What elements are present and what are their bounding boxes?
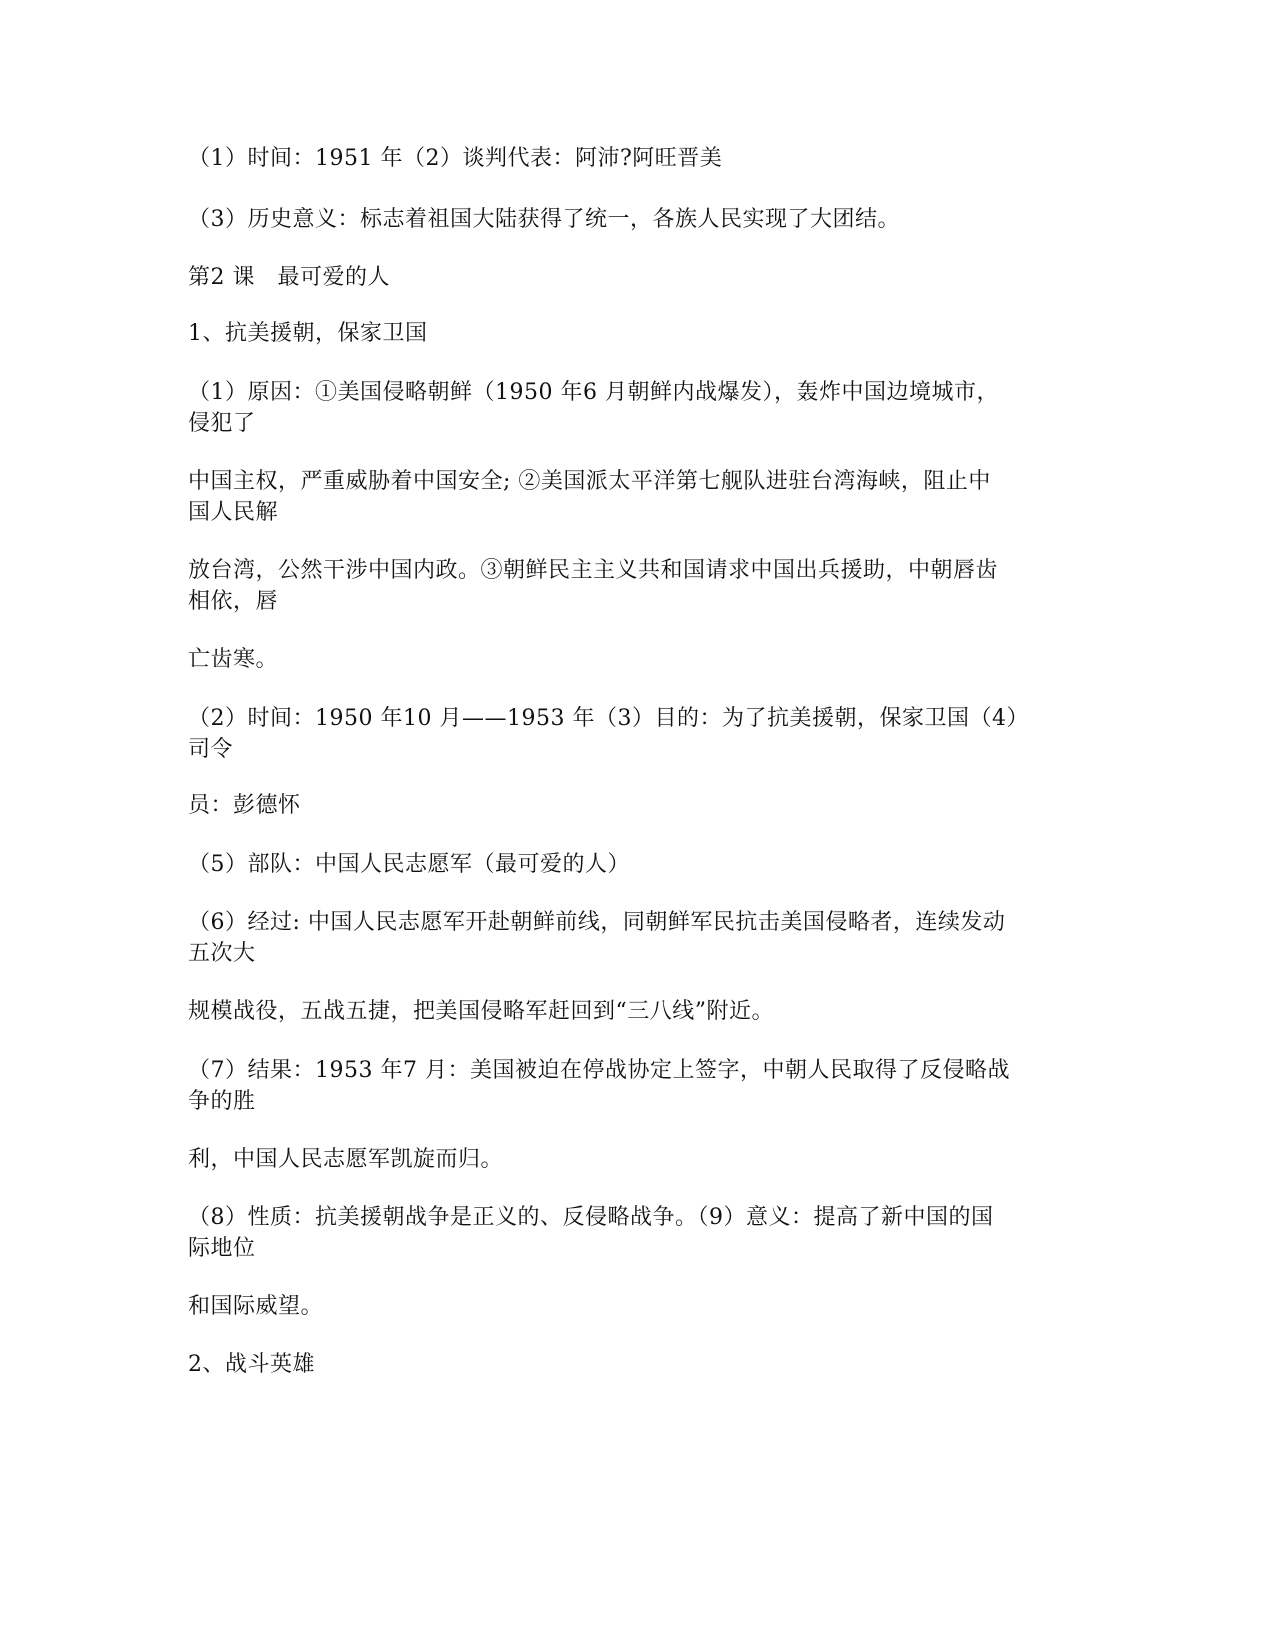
- text-line: （8）性质：抗美援朝战争是正义的、反侵略战争。（9）意义：提高了新中国的国: [188, 1205, 994, 1230]
- text-line: 相依，唇: [188, 589, 279, 614]
- text-line: 员：彭德怀: [188, 793, 301, 818]
- text-line: 亡齿寒。: [188, 647, 279, 672]
- text-line: （3）历史意义：标志着祖国大陆获得了统一，各族人民实现了大团结。: [188, 207, 900, 232]
- section-heading: 1、抗美援朝，保家卫国: [188, 321, 428, 346]
- text-line: 际地位: [188, 1236, 256, 1261]
- text-line: 和国际威望。: [188, 1294, 324, 1319]
- text-line: （1）时间：1951 年（2）谈判代表：阿沛?阿旺晋美: [188, 146, 723, 171]
- text-line: 司令: [188, 737, 234, 762]
- section-heading: 2、战斗英雄: [188, 1352, 315, 1377]
- text-line: 利，中国人民志愿军凯旋而归。: [188, 1147, 504, 1172]
- text-line: 放台湾，公然干涉中国内政。③朝鲜民主主义共和国请求中国出兵援助，中朝唇齿: [188, 558, 999, 583]
- text-line: （5）部队：中国人民志愿军（最可爱的人）: [188, 852, 630, 877]
- text-line: 侵犯了: [188, 411, 256, 436]
- text-line: 争的胜: [188, 1089, 256, 1114]
- lesson-heading: 第2 课 最可爱的人: [188, 265, 390, 290]
- text-line: 规模战役，五战五捷，把美国侵略军赶回到“三八线”附近。: [188, 999, 774, 1024]
- text-line: 五次大: [188, 941, 256, 966]
- text-line: （1）原因：①美国侵略朝鲜（1950 年6 月朝鲜内战爆发），轰炸中国边境城市，: [188, 380, 999, 405]
- text-line: （2）时间：1950 年10 月——1953 年（3）目的：为了抗美援朝，保家卫国（4）: [188, 706, 1029, 731]
- text-line: （7）结果：1953 年7 月：美国被迫在停战协定上签字，中朝人民取得了反侵略战: [188, 1058, 1010, 1083]
- text-line: 国人民解: [188, 500, 279, 525]
- text-line: （6）经过: 中国人民志愿军开赴朝鲜前线，同朝鲜军民抗击美国侵略者，连续发动: [188, 910, 1006, 935]
- text-line: 中国主权，严重威胁着中国安全; ②美国派太平洋第七舰队进驻台湾海峡，阻止中: [188, 469, 991, 494]
